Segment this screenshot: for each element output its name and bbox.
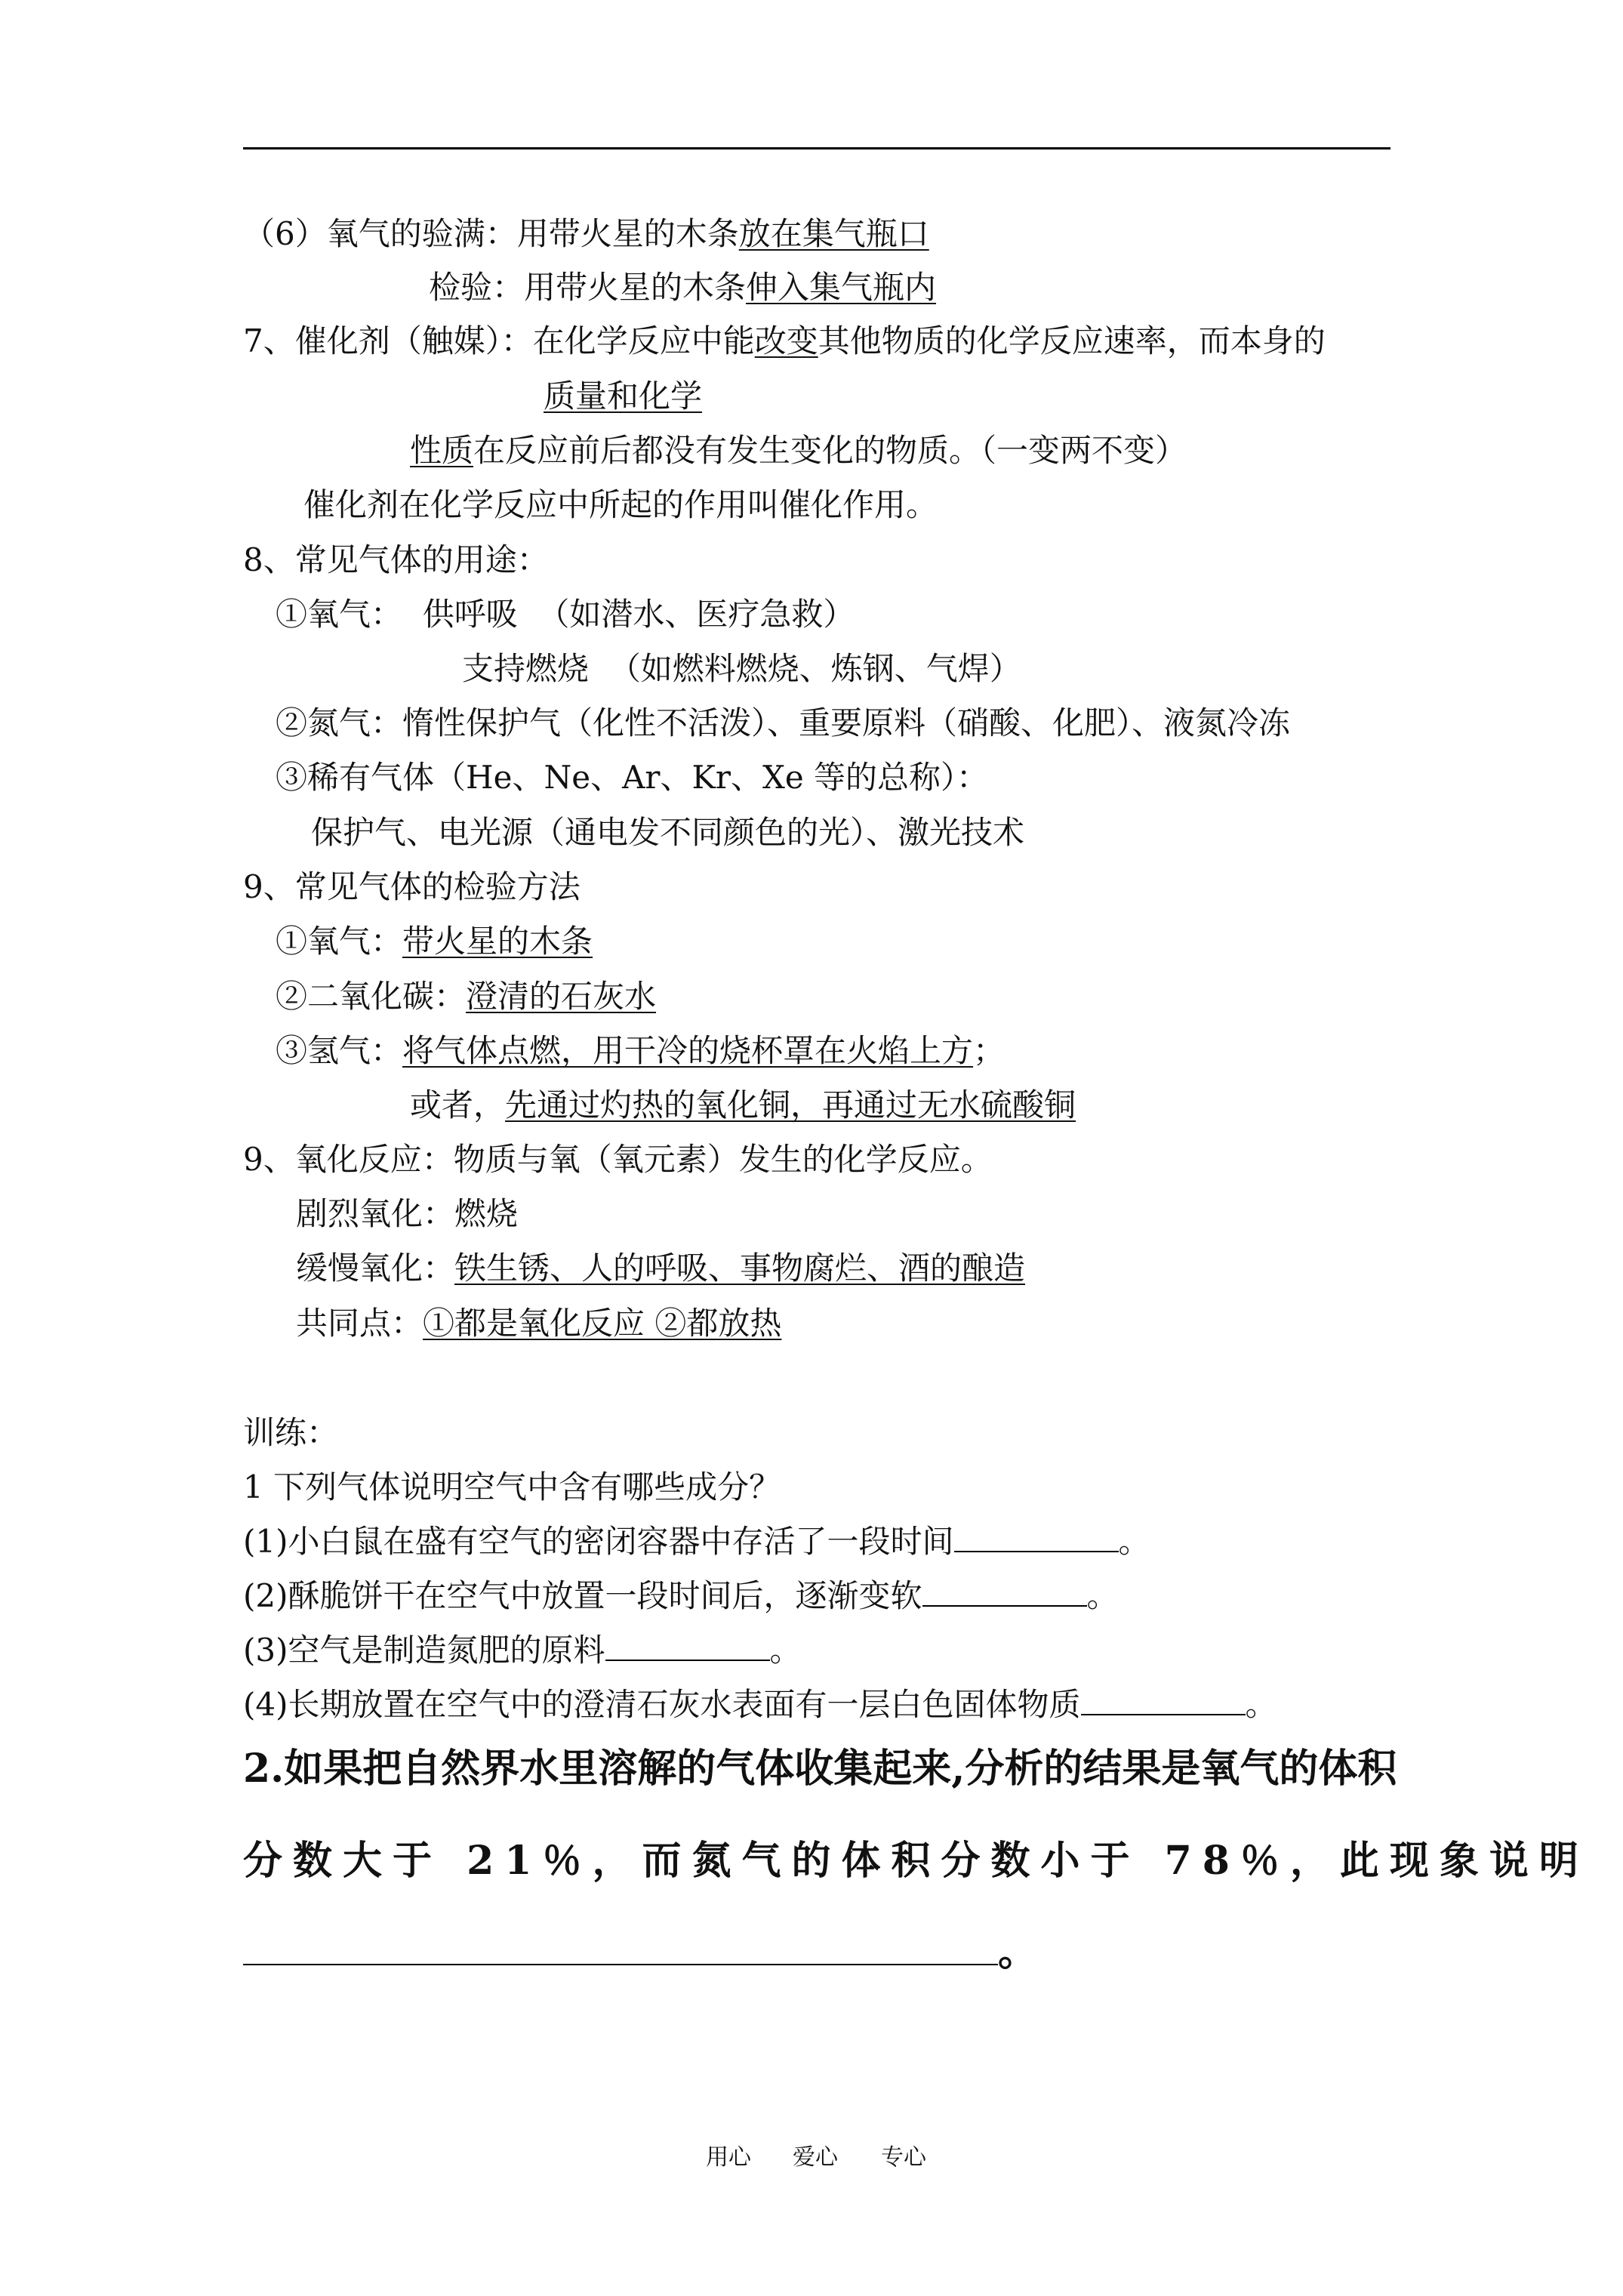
item-8-nitrogen [276,702,1290,744]
text: 用心 [706,2144,751,2171]
underlined-answer: 质量和化学 [544,378,703,415]
question-1-4 [243,1684,1277,1726]
text: 剧烈氧化：燃烧 [296,1195,519,1232]
item-6-fullcheck [243,213,929,255]
text: 训练： [243,1414,339,1451]
question-2-line3 [243,1928,1037,1977]
item-9-hydrogen-2 [410,1084,1076,1126]
text: ③氢气： [276,1032,403,1069]
text: 。 [1086,1577,1119,1614]
item-9-common [296,1302,781,1345]
text: ③稀有气体（He、Ne、Ar、Kr、Xe 等的总称）： [276,759,989,796]
item-8-oxygen [276,593,855,636]
text: 2.如果把自然界水里溶解的气体收集起来,分析的结果是氧气的体积 [243,1746,1397,1792]
item-9-co2 [276,975,656,1018]
item-8-title [243,539,549,581]
item-9-slow-oxidation [296,1247,1025,1290]
item-9-oxidation-title [243,1139,993,1181]
question-1-3 [243,1629,802,1672]
underlined-answer: 将气体点燃，用干冷的烧杯罩在火焰上方 [402,1032,974,1069]
underlined-answer: 改变 [754,322,818,359]
text: 。 [998,1929,1038,1975]
item-7-line3 [410,430,1187,472]
item-9-hydrogen [276,1030,1005,1072]
answer-blank[interactable] [922,1575,1087,1607]
question-1 [243,1466,781,1509]
text: 催化剂在化学反应中所起的作用叫催化作用。 [303,486,938,523]
item-8-rare-gas [276,757,988,799]
footer-text-2 [793,2143,838,2173]
text: 检验：用带火星的木条 [429,269,747,306]
underlined-answer: ①都是氧化反应 ②都放热 [423,1305,782,1342]
item-8-oxygen-2 [462,648,1021,690]
item-9-oxygen [276,920,593,963]
training-title [243,1412,338,1454]
footer-text-1 [706,2143,751,2173]
text: 8、常见气体的用途： [243,541,549,578]
text: 9、氧化反应：物质与氧（氧元素）发生的化学反应。 [243,1141,993,1178]
text: 7、催化剂（触媒）：在化学反应中能 [243,322,755,359]
text: 支持燃烧 （如燃料燃烧、炼钢、气焊） [462,650,1021,687]
text: 或者， [410,1086,506,1123]
answer-blank[interactable] [1081,1684,1246,1715]
text: 其他物质的化学反应速率，而本身的 [818,322,1326,359]
underlined-answer: 性质 [410,432,474,469]
text: 。 [1118,1523,1150,1560]
question-2-line2 [243,1836,1589,1886]
item-7-line2 [544,375,702,418]
text: 专心 [881,2144,926,2171]
text: ； [973,1032,1006,1069]
underlined-answer: 铁生锈、人的呼吸、事物腐烂、酒的酿造 [454,1250,1026,1287]
text: 9、常见气体的检验方法 [243,868,581,905]
item-9-violent-oxidation [296,1193,518,1235]
item-8-rare-gas-use [311,812,1024,854]
item-6-test [429,267,936,309]
text: 。 [769,1632,802,1669]
question-1-1 [243,1521,1150,1563]
question-2-line1 [243,1744,1397,1794]
answer-blank[interactable] [243,1928,998,1965]
answer-blank[interactable] [605,1629,770,1661]
text: 爱心 [793,2144,838,2171]
text: ②二氧化碳： [276,978,467,1015]
text: 保护气、电光源（通电发不同颜色的光）、激光技术 [311,814,1025,851]
text: (4)长期放置在空气中的澄清石灰水表面有一层白色固体物质 [243,1686,1081,1723]
text: 。 [1245,1686,1277,1723]
text: ①氧气： 供呼吸 （如潜水、医疗急救） [276,596,855,633]
item-7-catalyst [243,320,1326,362]
item-7-line4 [303,484,938,526]
underlined-answer: 放在集气瓶口 [738,215,929,252]
text: （6）氧气的验满：用带火星的木条 [243,215,739,252]
item-9-title [243,866,581,908]
text: 缓慢氧化： [296,1250,455,1287]
text: (3)空气是制造氮肥的原料 [243,1632,605,1669]
text: ①氧气： [276,923,403,960]
text: 分数大于 21％，而氮气的体积分数小于 78％，此现象说明 [243,1838,1589,1884]
underlined-answer: 先通过灼热的氧化铜，再通过无水硫酸铜 [505,1086,1076,1123]
text: ②氮气：惰性保护气（化性不活泼）、重要原料（硝酸、化肥）、液氮冷冻 [276,704,1291,741]
text: 1 下列气体说明空气中含有哪些成分？ [243,1469,781,1505]
text: 在反应前后都没有发生变化的物质。（一变两不变） [473,432,1187,469]
text: 共同点： [296,1305,423,1342]
text: (2)酥脆饼干在空气中放置一段时间后，逐渐变软 [243,1577,922,1614]
underlined-answer: 带火星的木条 [402,923,593,960]
header-rule [243,147,1390,149]
footer-text-3 [881,2143,926,2173]
question-1-2 [243,1575,1119,1617]
underlined-answer: 澄清的石灰水 [466,978,657,1015]
answer-blank[interactable] [954,1521,1119,1552]
text: (1)小白鼠在盛有空气的密闭容器中存活了一段时间 [243,1523,954,1560]
underlined-answer: 伸入集气瓶内 [746,269,937,306]
